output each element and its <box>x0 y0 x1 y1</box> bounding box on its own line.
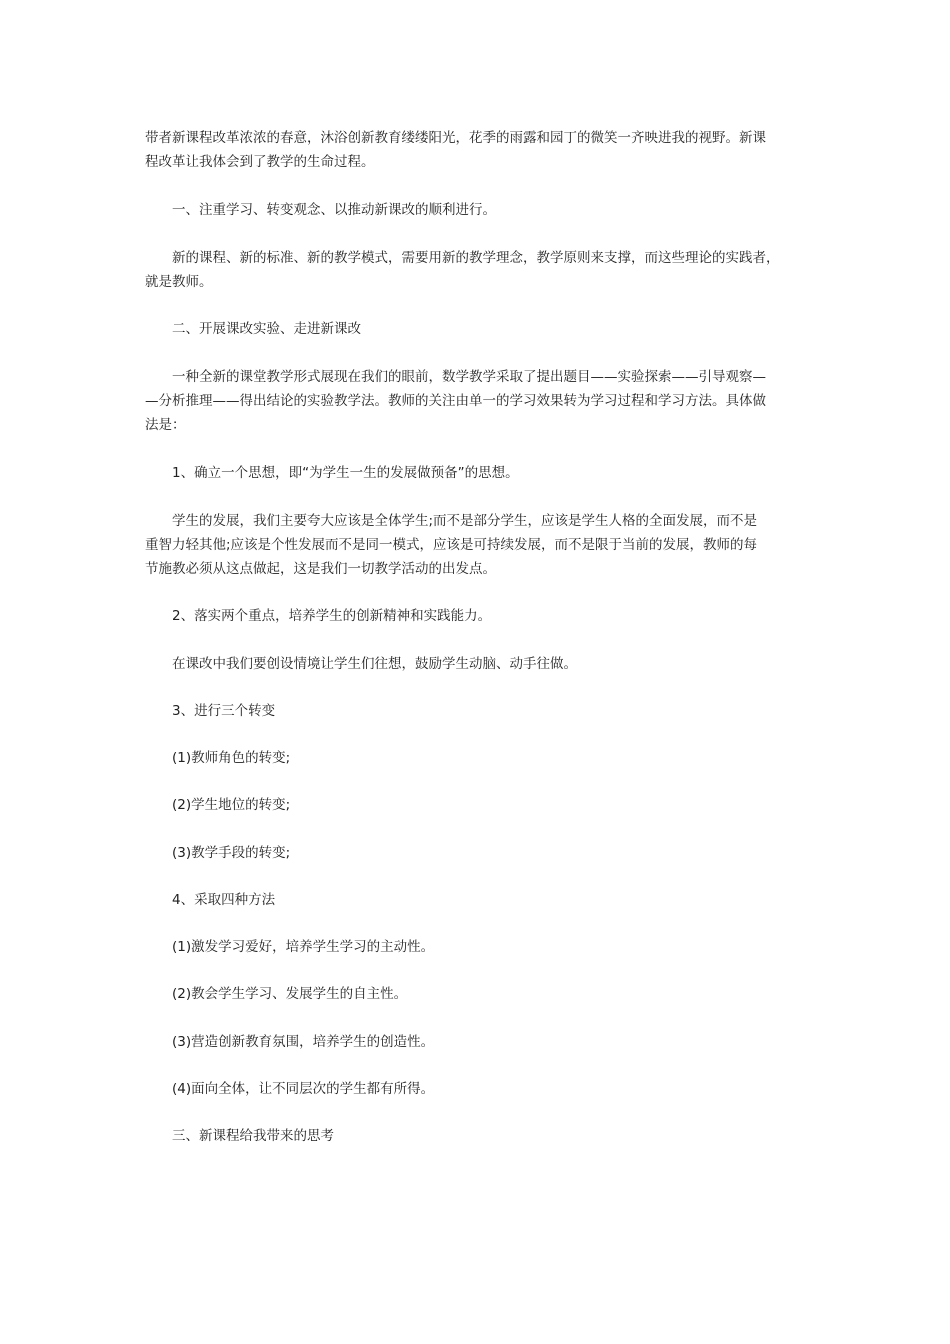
list-item <box>145 793 815 817</box>
text-line: 就是教师。 <box>145 274 213 290</box>
text-line: 一种全新的课堂教学形式展现在我们的眼前，数学教学采取了提出题目——实验探索——引导观察— <box>172 369 766 385</box>
list-heading-2 <box>145 604 815 628</box>
text-line: (3)教学手段的转变; <box>172 845 291 861</box>
body-paragraph <box>145 365 815 437</box>
text-line: —分析推理——得出结论的实验教学法。教师的关注由单一的学习效果转为学习过程和学习方法。具体做 <box>145 393 766 409</box>
text-line: (4)面向全体，让不同层次的学生都有所得。 <box>172 1081 435 1097</box>
text-line: 学生的发展，我们主要夸大应该是全体学生;而不是部分学生，应该是学生人格的全面发展，而不是 <box>172 513 758 529</box>
text-line: 重智力轻其他;应该是个性发展而不是同一模式，应该是可持续发展，而不是限于当前的发展，教师的每 <box>145 537 758 553</box>
list-item <box>145 1030 815 1054</box>
body-paragraph <box>145 246 815 294</box>
section-heading-2 <box>145 317 815 341</box>
text-line: 3、进行三个转变 <box>172 703 276 719</box>
list-heading-1 <box>145 461 815 485</box>
section-heading-3 <box>145 1124 815 1148</box>
list-item <box>145 935 815 959</box>
intro-paragraph <box>145 126 815 174</box>
list-item <box>145 841 815 865</box>
text-line: 在课改中我们要创设情境让学生们往想，鼓励学生动脑、动手往做。 <box>172 656 577 672</box>
text-line: 二、开展课改实验、走进新课改 <box>172 321 361 337</box>
list-item <box>145 746 815 770</box>
text-line: (2)学生地位的转变; <box>172 797 291 813</box>
text-line: 节施教必须从这点做起，这是我们一切教学活动的出发点。 <box>145 561 496 577</box>
list-item <box>145 982 815 1006</box>
text-line: 新的课程、新的标准、新的教学模式，需要用新的教学理念，教学原则来支撑，而这些理论的实践者， <box>172 250 780 266</box>
text-line: 带者新课程改革浓浓的春意，沐浴创新教育缕缕阳光，花季的雨露和园丁的微笑一齐映进我的视野。新课 <box>145 130 766 146</box>
text-line: 1、确立一个思想，即“为学生一生的发展做预备”的思想。 <box>172 465 519 481</box>
text-line: (3)营造创新教育氛围，培养学生的创造性。 <box>172 1034 435 1050</box>
body-paragraph <box>145 509 815 581</box>
text-line: 2、落实两个重点，培养学生的创新精神和实践能力。 <box>172 608 492 624</box>
text-line: 程改革让我体会到了教学的生命过程。 <box>145 154 375 170</box>
text-line: 一、注重学习、转变观念、以推动新课改的顺利进行。 <box>172 202 496 218</box>
list-item <box>145 1077 815 1101</box>
list-heading-4 <box>145 888 815 912</box>
text-line: 三、新课程给我带来的思考 <box>172 1128 334 1144</box>
list-heading-3 <box>145 699 815 723</box>
text-line: 4、采取四种方法 <box>172 892 276 908</box>
text-line: (1)激发学习爱好，培养学生学习的主动性。 <box>172 939 435 955</box>
body-paragraph <box>145 652 815 676</box>
section-heading-1 <box>145 198 815 222</box>
text-line: (2)教会学生学习、发展学生的自主性。 <box>172 986 408 1002</box>
text-line: (1)教师角色的转变; <box>172 750 291 766</box>
text-line: 法是： <box>145 417 186 433</box>
